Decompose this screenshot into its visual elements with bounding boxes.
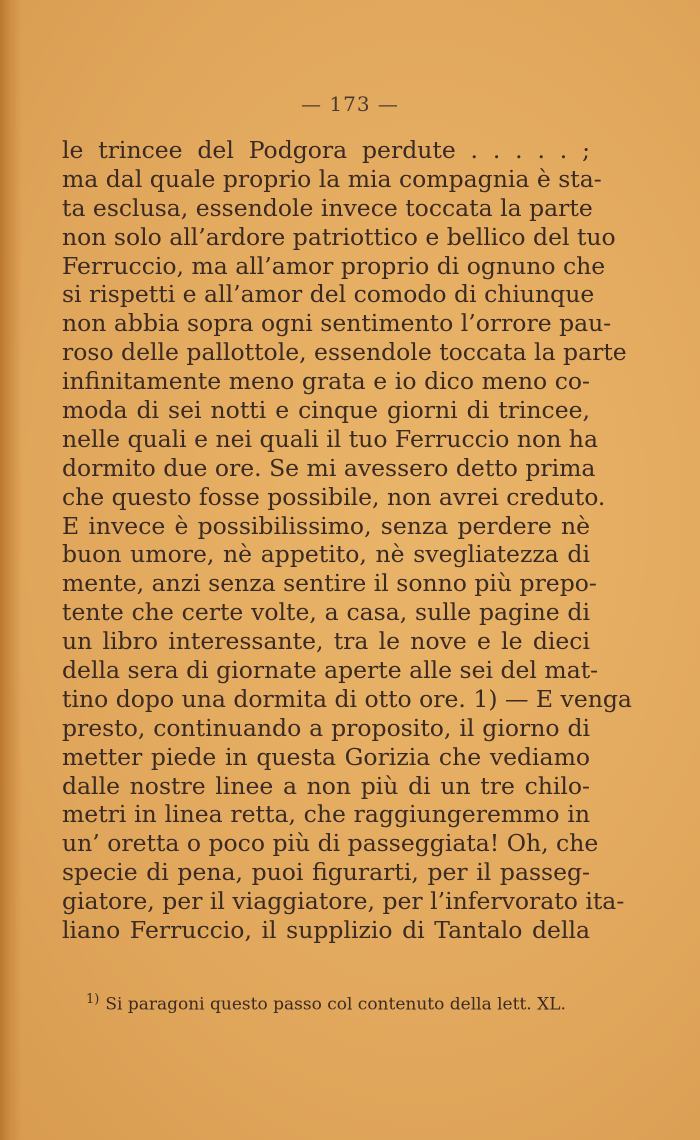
text-line: presto, continuando a proposito, il giorno di bbox=[62, 713, 590, 742]
text-line: non solo all’ardore patriottico e bellico del tuo bbox=[62, 222, 616, 251]
text-line: liano Ferruccio, il supplizio di Tantalo della bbox=[62, 916, 590, 945]
footnote bbox=[86, 992, 606, 1015]
text-line: specie di pena, puoi figurarti, per il passeg- bbox=[62, 858, 590, 887]
footnote-marker: 1) bbox=[86, 992, 100, 1007]
text-line: giatore, per il viaggiatore, per l’infervorato ita- bbox=[62, 887, 625, 916]
text-line: tente che certe volte, a casa, sulle pagine di bbox=[62, 598, 590, 627]
text-line: si rispetti e all’amor del comodo di chiunque bbox=[62, 280, 595, 309]
text-line: non abbia sopra ogni sentimento l’orrore pau- bbox=[62, 309, 612, 338]
text-line: infinitamente meno grata e io dico meno co- bbox=[62, 367, 590, 396]
text-line: ta esclusa, essendole invece toccata la parte bbox=[62, 193, 593, 222]
text-line: le trincee del Podgora perdute . . . . . ; bbox=[62, 136, 590, 164]
text-line: mente, anzi senza sentire il sonno più prepo- bbox=[62, 569, 597, 598]
text-line: roso delle pallottole, essendole toccata la parte bbox=[62, 338, 627, 367]
text-line: tino dopo una dormita di otto ore. 1) — E venga bbox=[62, 684, 632, 713]
text-line: della sera di giornate aperte alle sei del mat- bbox=[62, 656, 599, 685]
text-line: Ferruccio, ma all’amor proprio di ognuno che bbox=[62, 251, 606, 280]
text-line: un’ oretta o poco più di passeggiata! Oh, che bbox=[62, 829, 599, 858]
text-line: ma dal quale proprio la mia compagnia è sta- bbox=[62, 164, 602, 193]
page-number: — 173 — bbox=[301, 92, 399, 116]
text-line: dormito due ore. Se mi avessero detto prima bbox=[62, 453, 596, 482]
text-line: moda di sei notti e cinque giorni di trincee, bbox=[62, 396, 590, 425]
text-line: nelle quali e nei quali il tuo Ferruccio non ha bbox=[62, 424, 598, 453]
text-line: un libro interessante, tra le nove e le dieci bbox=[62, 627, 590, 656]
text-line: che questo fosse possibile, non avrei creduto. bbox=[62, 482, 606, 511]
text-line: metri in linea retta, che raggiungeremmo in bbox=[62, 800, 590, 829]
footnote-text: Si paragoni questo passo col contenuto della lett. XL. bbox=[105, 994, 566, 1015]
text-line: dalle nostre linee a non più di un tre chilo- bbox=[62, 771, 590, 800]
text-line: E invece è possibilissimo, senza perdere nè bbox=[62, 511, 590, 540]
text-line: buon umore, nè appetito, nè svegliatezza di bbox=[62, 540, 590, 569]
page-spine-shadow bbox=[0, 0, 22, 1140]
text-line: metter piede in questa Gorizia che vediamo bbox=[62, 742, 590, 771]
body-text bbox=[62, 136, 632, 945]
